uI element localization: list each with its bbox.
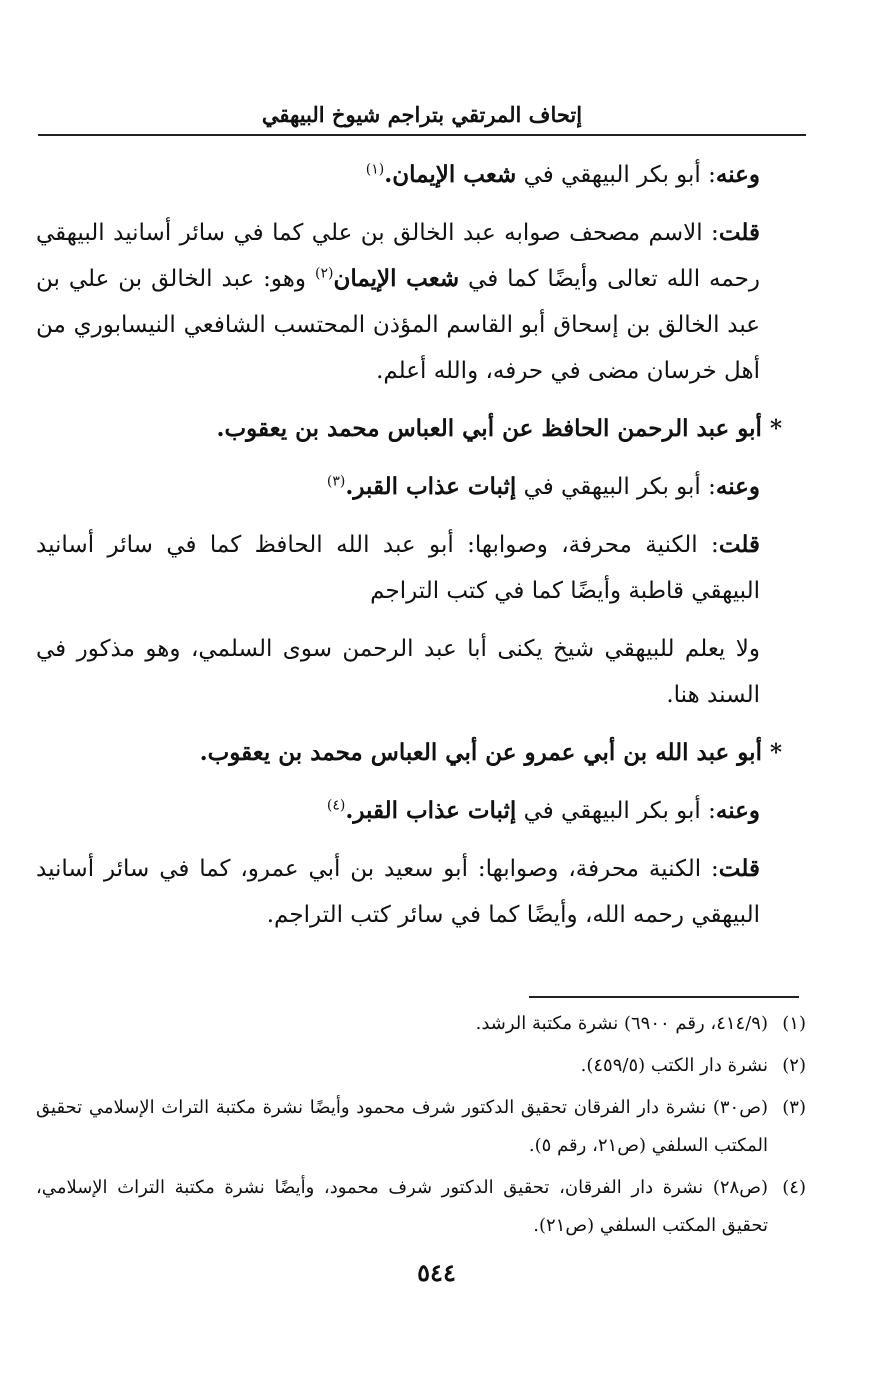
paragraph-lead: قلت xyxy=(718,855,760,882)
paragraph-1 xyxy=(36,152,810,198)
book-title: شعب الإيمان xyxy=(333,265,460,292)
book-title: إثبات عذاب القبر. xyxy=(345,797,517,824)
footnote-text: (٤١٤/٩، رقم ٦٩٠٠) نشرة مكتبة الرشد. xyxy=(475,1013,768,1034)
footnote-number: (٢) xyxy=(782,1055,806,1076)
footnote-number: (٣) xyxy=(782,1097,806,1118)
footnote-ref[interactable]: (٤) xyxy=(326,797,346,814)
paragraph-colon: : xyxy=(700,798,716,824)
footnote-2 xyxy=(36,1047,806,1085)
footnote-divider xyxy=(529,996,799,998)
paragraph-colon: : xyxy=(702,220,719,246)
paragraph-lead: وعنه xyxy=(715,161,760,188)
paragraph-3 xyxy=(36,464,810,510)
paragraph-text: أبو بكر البيهقي في xyxy=(516,162,701,188)
paragraph-text: الاسم مصحف صوابه عبد الخالق بن علي كما في سائر أسانيد البيهقي رحمه الله تعالى وأيضًا كما في xyxy=(36,220,760,292)
paragraph-text: أبو بكر البيهقي في xyxy=(516,474,701,500)
paragraph-lead: قلت xyxy=(718,531,761,558)
footnote-ref[interactable]: (١) xyxy=(365,161,385,178)
paragraph-text: الكنية محرفة، وصوابها: أبو عبد الله الحافظ كما في سائر أسانيد البيهقي قاطبة وأيضًا كما في كتب التراجم xyxy=(36,532,760,604)
paragraph-5: ولا يعلم للبيهقي شيخ يكنى أبا عبد الرحمن سوى السلمي، وهو مذكور في السند هنا. xyxy=(36,636,760,708)
paragraph-text: الكنية محرفة، وصوابها: أبو سعيد بن أبي عمرو، كما في سائر أسانيد البيهقي رحمه الله، وأيضًا كما في سائر كتب التراجم. xyxy=(36,856,760,928)
paragraph-lead: قلت xyxy=(718,219,761,246)
page-number: ٥٤٤ xyxy=(417,1258,456,1287)
paragraph-2 xyxy=(36,210,810,394)
main-text xyxy=(36,152,810,950)
footnote-4 xyxy=(36,1169,806,1245)
paragraph-colon: : xyxy=(701,856,719,882)
paragraph-lead: وعنه xyxy=(715,797,760,824)
paragraph-lead: وعنه xyxy=(715,473,760,500)
footnote-text: (ص٣٠) نشرة دار الفرقان تحقيق الدكتور شرف محمود وأيضًا نشرة مكتبة التراث الإسلامي تحقيق المكتب السلفي (ص٢١، رقم ٥). xyxy=(36,1097,768,1156)
footnote-number: (١) xyxy=(782,1013,806,1034)
running-head: إتحاف المرتقي بتراجم شيوخ البيهقي xyxy=(38,100,806,136)
footnote-ref[interactable]: (٢) xyxy=(314,265,334,282)
paragraph-colon: : xyxy=(700,162,716,188)
paragraph-text: أبو بكر البيهقي في xyxy=(516,798,701,824)
paragraph-7 xyxy=(36,846,810,938)
entry-heading-2: * أبو عبد الله بن أبي عمرو عن أبي العباس محمد بن يعقوب. xyxy=(199,739,782,766)
book-title: شعب الإيمان. xyxy=(384,161,517,188)
footnote-3 xyxy=(36,1089,806,1165)
footnote-text: نشرة دار الكتب (٤٥٩/٥). xyxy=(580,1055,768,1076)
footnote-1 xyxy=(36,1005,806,1043)
paragraph-colon: : xyxy=(700,474,716,500)
paragraph-4 xyxy=(36,522,810,614)
entry-heading-1: * أبو عبد الرحمن الحافظ عن أبي العباس محمد بن يعقوب. xyxy=(216,415,782,442)
footnotes xyxy=(36,1005,806,1249)
paragraph-6 xyxy=(36,788,810,834)
footnote-number: (٤) xyxy=(782,1177,806,1198)
paragraph-text-continued: وهو: عبد الخالق بن علي بن عبد الخالق بن إسحاق أبو القاسم المؤذن المحتسب الشافعي النيسابوري من أهل خرسان مضى في حرفه، والله أعلم. xyxy=(36,266,760,384)
paragraph-colon: : xyxy=(697,532,719,558)
footnote-ref[interactable]: (٣) xyxy=(326,473,346,490)
book-title: إثبات عذاب القبر. xyxy=(345,473,517,500)
footnote-text: (ص٢٨) نشرة دار الفرقان، تحقيق الدكتور شرف محمود، وأيضًا نشرة مكتبة التراث الإسلامي، تحقيق المكتب السلفي (ص٢١). xyxy=(36,1177,768,1236)
